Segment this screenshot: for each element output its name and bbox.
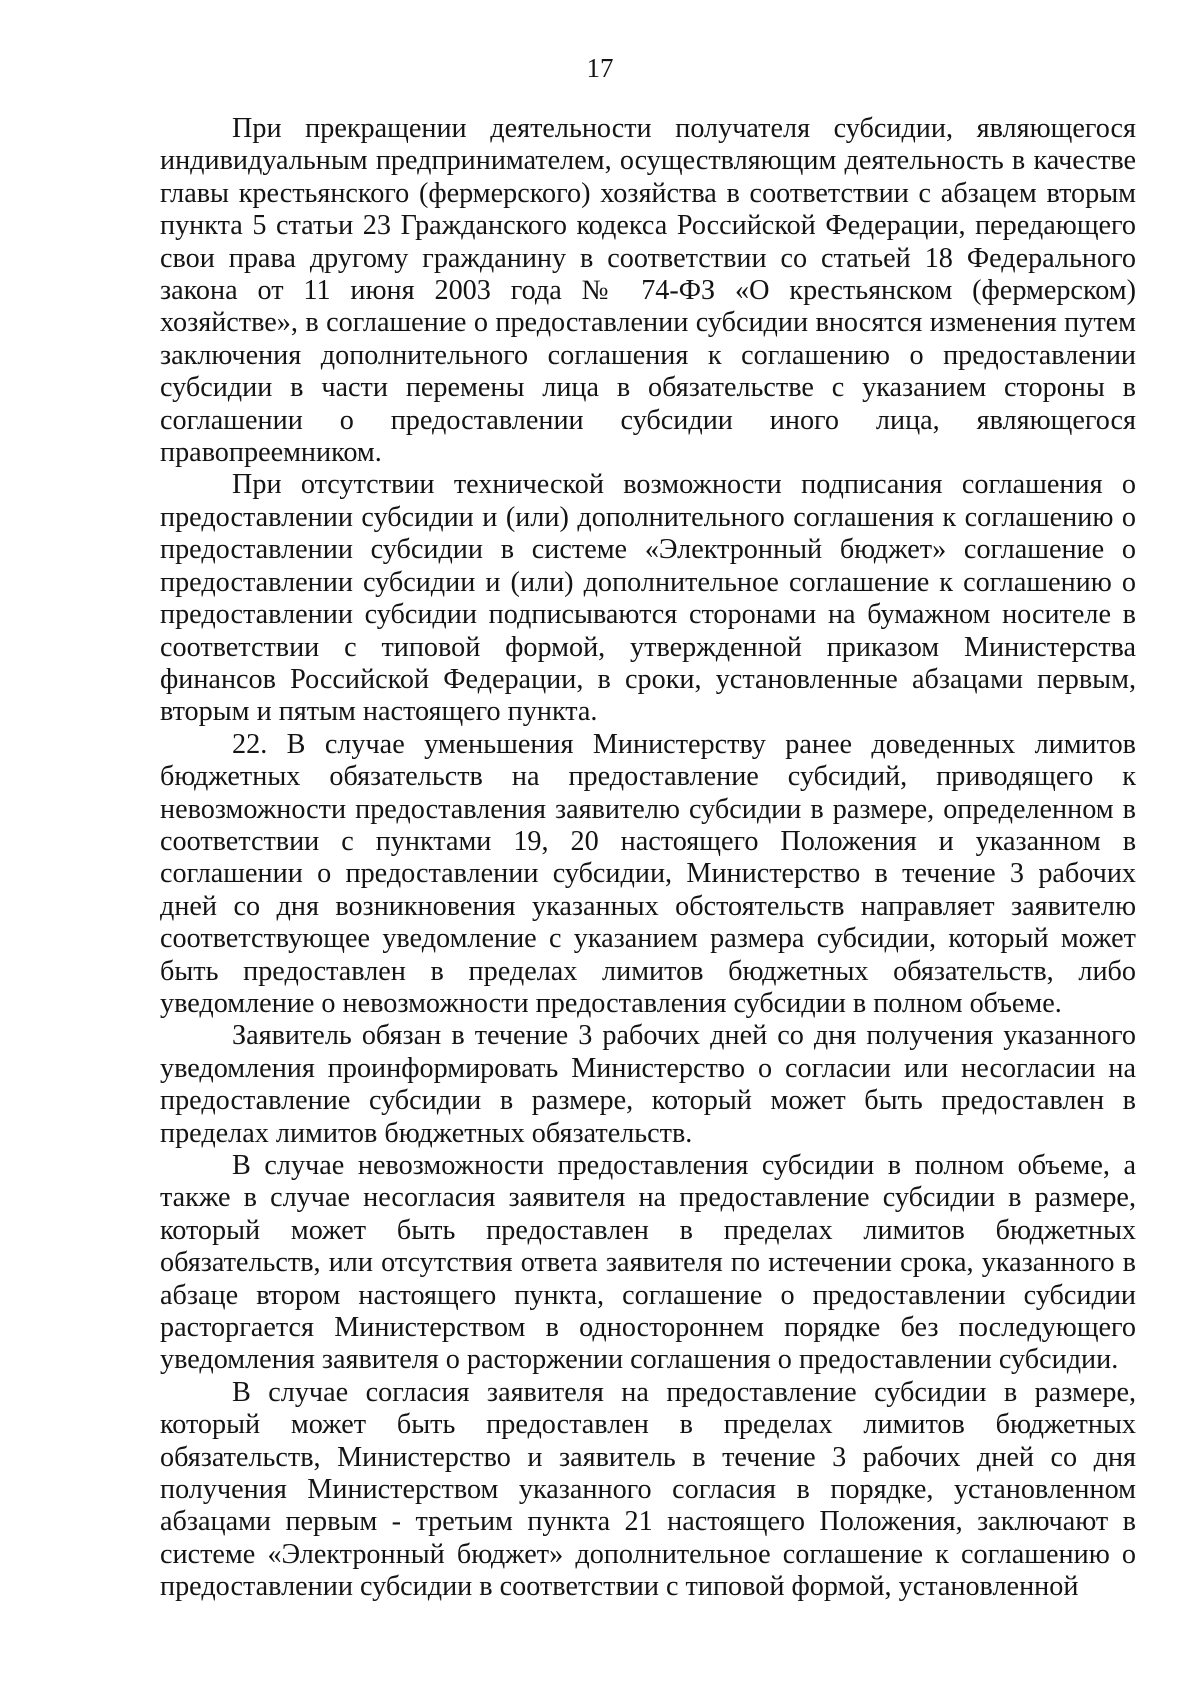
paragraph-agreement-amendment: В случае согласия заявителя на предоставление субсидии в размере, который может быть предоставлен в пределах лимитов бюджетных обязательств, Министерство и заявитель в течение 3 рабочих дней со дня получения Министерством указанного согласия в порядке, установленном абзацами первым - третьим пункта 21 настоящего Положения, заключают в системе «Электронный бюджет» дополнительное соглашение к соглашению о предоставлении субсидии в соответствии с типовой формой, установленной [160,1376,1136,1603]
paragraph-termination: В случае невозможности предоставления субсидии в полном объеме, а также в случае несогласия заявителя на предоставление субсидии в размере, который может быть предоставлен в пределах лимитов бюджетных обязательств, или отсутствия ответа заявителя по истечении срока, указанного в абзаце втором настоящего пункта, соглашение о предоставлении субсидии расторгается Министерством в одностороннем порядке без последующего уведомления заявителя о расторжении соглашения о предоставлении субсидии. [160,1150,1136,1376]
paragraph-paper-signing: При отсутствии технической возможности подписания соглашения о предоставлении субсидии и (или) дополнительного соглашения к соглашению о предоставлении субсидии в системе «Электронный бюджет» соглашение о предоставлении субсидии и (или) дополнительное соглашение к соглашению о предоставлении субсидии подписываются сторонами на бумажном носителе в соответствии с типовой формой, утвержденной приказом Министерства финансов Российской Федерации, в сроки, установленные абзацами первым, вторым и пятым настоящего пункта. [160,469,1136,728]
paragraph-clause-22: 22. В случае уменьшения Министерству ранее доведенных лимитов бюджетных обязательств на предоставление субсидий, приводящего к невозможности предоставления заявителю субсидии в размере, определенном в соответствии с пунктами 19, 20 настоящего Положения и указанном в соглашении о предоставлении субсидии, Министерство в течение 3 рабочих дней со дня возникновения указанных обстоятельств направляет заявителю соответствующее уведомление с указанием размера субсидии, который может быть предоставлен в пределах лимитов бюджетных обязательств, либо уведомление о невозможности предоставления субсидии в полном объеме. [160,728,1136,1019]
paragraph-applicant-response: Заявитель обязан в течение 3 рабочих дней со дня получения указанного уведомления проинформировать Министерство о согласии или несогласии на предоставление субсидии в размере, который может быть предоставлен в пределах лимитов бюджетных обязательств. [160,1020,1136,1149]
page-number: 17 [586,53,614,83]
document-body [160,113,1136,1604]
paragraph-succession: При прекращении деятельности получателя субсидии, являющегося индивидуальным предпринимателем, осуществляющим деятельность в качестве главы крестьянского (фермерского) хозяйства в соответствии с абзацем вторым пункта 5 статьи 23 Гражданского кодекса Российской Федерации, передающего свои права другому гражданину в соответствии со статьей 18 Федерального закона от 11 июня 2003 года № 74-ФЗ «О крестьянском (фермерском) хозяйстве», в соглашение о предоставлении субсидии вносятся изменения путем заключения дополнительного соглашения к соглашению о предоставлении субсидии в части перемены лица в обязательстве с указанием стороны в соглашении о предоставлении субсидии иного лица, являющегося правопреемником. [160,113,1136,469]
